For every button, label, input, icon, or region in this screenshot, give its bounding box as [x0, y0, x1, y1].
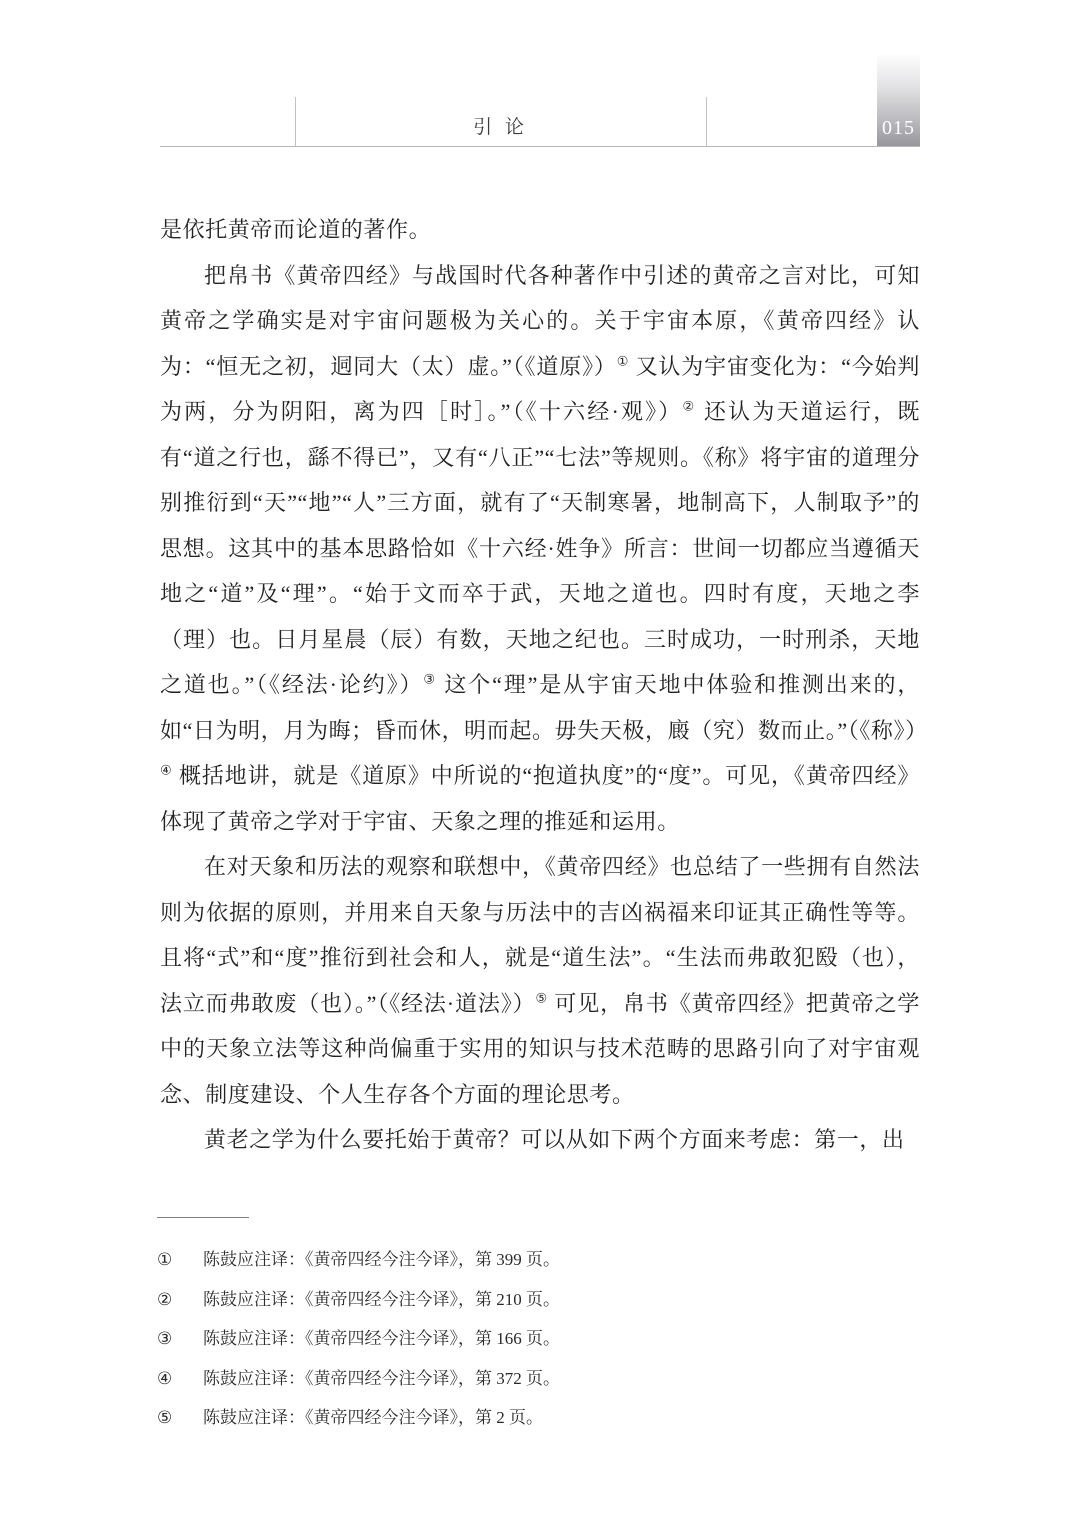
footnote-marker: ④	[157, 1368, 173, 1388]
paragraph: 是依托黄帝而论道的著作。	[160, 217, 432, 242]
footnote-ref: ②	[682, 398, 697, 414]
footnote-text: 陈鼓应注译：《黄帝四经今注今译》，第 399 页。	[203, 1250, 560, 1269]
footnote-text: 陈鼓应注译：《黄帝四经今注今译》，第 372 页。	[203, 1368, 560, 1388]
footnote-text: 陈鼓应注译：《黄帝四经今注今译》，第 2 页。	[203, 1408, 543, 1427]
footnote-ref: ⑤	[535, 990, 548, 1006]
footnote-ref: ③	[423, 671, 437, 687]
footnote-item	[157, 1319, 857, 1359]
header-rule	[160, 146, 920, 147]
paragraph: 黄老之学为什么要托始于黄帝？可以从如下两个方面来考虑：第一，出	[204, 1127, 905, 1152]
footnote-text: 陈鼓应注译：《黄帝四经今注今译》，第 210 页。	[203, 1289, 560, 1309]
footnote-ref: ④	[160, 762, 173, 778]
footnote-item	[157, 1359, 857, 1399]
footnote-item	[157, 1240, 857, 1280]
header-tick-right	[706, 97, 707, 146]
footnote-text: 陈鼓应注译：《黄帝四经今注今译》，第 166 页。	[203, 1329, 560, 1348]
footnote-marker: ⑤	[157, 1408, 173, 1427]
footnote-list	[157, 1240, 857, 1438]
running-head-title: 引 论	[473, 117, 528, 138]
footnote-marker: ①	[157, 1250, 173, 1269]
footnote-separator	[157, 1217, 249, 1218]
page-number: 015	[882, 117, 915, 139]
paragraph: 在对天象和历法的观察和联想中，《黄帝四经》也总结了一些拥有自然法则为依据的原则，并用来自天象与历法中的吉凶祸福来印证其正确性等等。且将“式”和“度”推衍到社会和人，就是“道生法”。“生法而弗敢犯殹（也），法立而弗敢废（也）。”（《经法·道法》）⑤ 可见，帛书《黄帝四经》把黄帝之学中的天象立法等这种尚偏重于实用的知识与技术范畴的思路引向了对宇宙观念、制度建设、个人生存各个方面的理论思考。	[160, 854, 920, 1107]
body-text	[160, 207, 928, 1163]
page-number-bar	[877, 54, 920, 146]
footnote-item	[157, 1280, 857, 1320]
paragraph: 把帛书《黄帝四经》与战国时代各种著作中引述的黄帝之言对比，可知黄帝之学确实是对宇宙问题极为关心的。关于宇宙本原，《黄帝四经》认为：“恒无之初，迵同大（太）虚。”（《道原》）① 又认为宇宙变化为：“今始判为两，分为阴阳，离为四［时］。”（《十六经·观》）② 还认为天道运行，既有“道之行也，繇不得已”，又有“八正”“七法”等规则。《称》将宇宙的道理分别推衍到“天”“地”“人”三方面，就有了“天制寒暑，地制高下，人制取予”的思想。这其中的基本思路恰如《十六经·姓争》所言：世间一切都应当遵循天地之“道”及“理”。“始于文而卒于武，天地之道也。四时有度，天地之李（理）也。日月星晨（辰）有数，天地之纪也。三时成功，一时刑杀，天地之道也。”（《经法·论约》）③ 这个“理”是从宇宙天地中体验和推测出来的，如“日为明，月为晦；昏而休，明而起。毋失天极，廄（究）数而止。”（《称》）④ 概括地讲，就是《道原》中所说的“抱道执度”的“度”。可见，《黄帝四经》体现了黄帝之学对于宇宙、天象之理的推延和运用。	[160, 262, 928, 834]
footnote-marker: ②	[157, 1289, 173, 1309]
footnote-item	[157, 1398, 857, 1438]
footnote-marker: ③	[157, 1329, 173, 1348]
footnote-ref: ①	[616, 353, 630, 369]
